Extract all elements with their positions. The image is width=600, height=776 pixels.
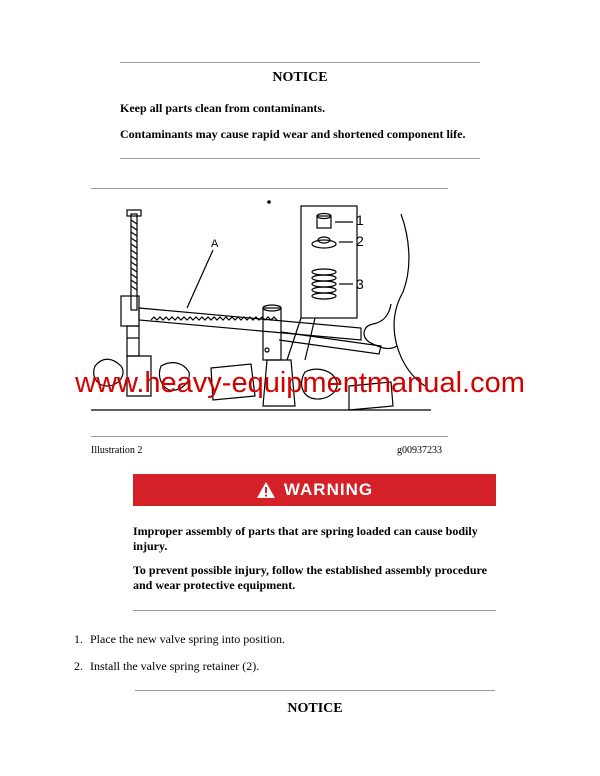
warning-banner (133, 474, 496, 506)
warning-bottom-rule (133, 610, 496, 611)
notice-bottom-title: NOTICE (287, 701, 343, 716)
callout-1-label: 1 (356, 212, 364, 228)
callout-3-label: 3 (356, 276, 364, 292)
warning-paragraph-1: Improper assembly of parts that are spring loaded can cause bodily injury. (133, 524, 478, 553)
warning-label: WARNING (283, 480, 374, 499)
step-text: Place the new valve spring into position. (90, 632, 285, 646)
notice-top-rule (120, 62, 480, 63)
step-number: 2. (74, 659, 83, 673)
figure-top-rule (91, 188, 448, 189)
step-item-2 (74, 659, 259, 674)
figure-caption-left: Illustration 2 (91, 445, 143, 456)
step-text: Install the valve spring retainer (2). (90, 659, 260, 673)
notice-top-line2: Contaminants may cause rapid wear and shortened component life. (120, 127, 466, 141)
watermark-text: www.heavy-equipmentmanual.com (75, 367, 525, 399)
notice-top-bottom-rule (120, 158, 480, 159)
notice-top-title: NOTICE (272, 70, 328, 85)
step-number: 1. (74, 632, 83, 646)
callout-2-label: 2 (356, 233, 364, 249)
step-item-1 (74, 632, 285, 647)
warning-paragraph-2: To prevent possible injury, follow the established assembly procedure and wear protective equipment. (133, 563, 487, 592)
figure-bottom-rule (91, 436, 448, 437)
notice-bottom-rule (135, 690, 495, 691)
notice-top-line1: Keep all parts clean from contaminants. (120, 101, 326, 115)
callout-a-label: A (211, 238, 219, 250)
figure-caption-right: g00937233 (397, 445, 442, 456)
warning-triangle-icon (256, 481, 276, 499)
